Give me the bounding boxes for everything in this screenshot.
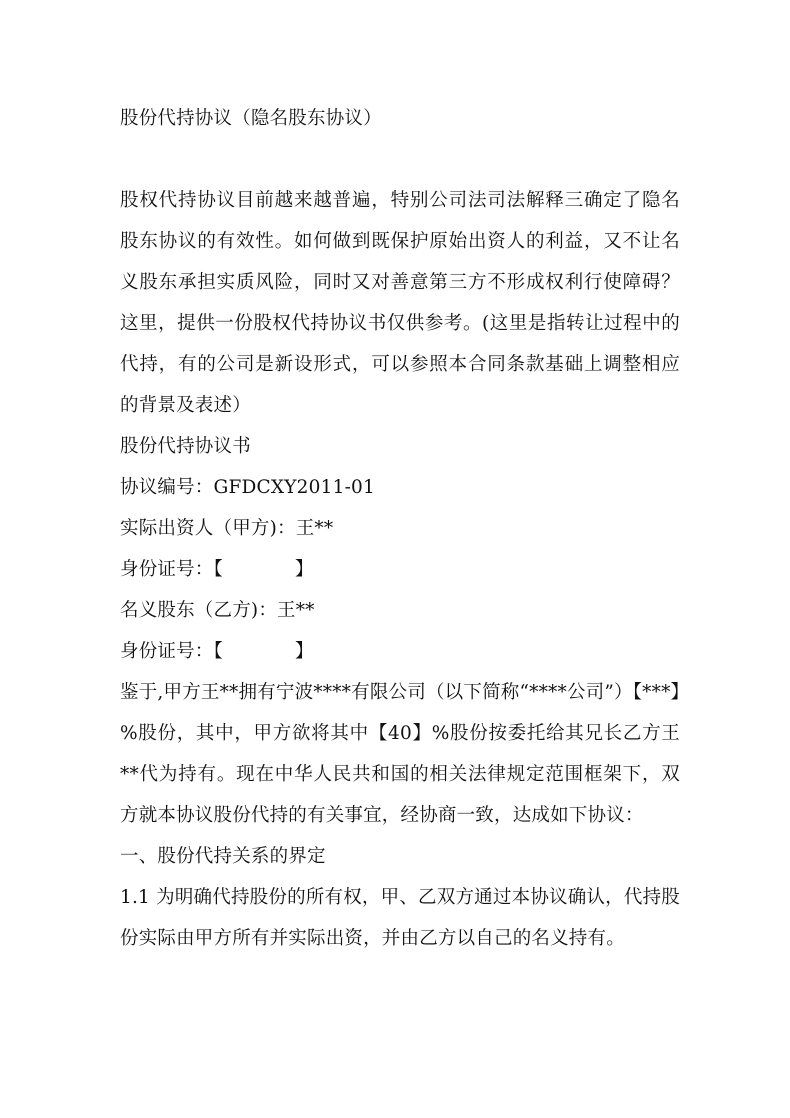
agreement-heading: 股份代持协议书 [120,436,251,457]
id-bracket-close: 】 [294,641,314,662]
party-a-line: 实际出资人（甲方)：王** [120,518,334,539]
party-a-id-line [120,549,680,590]
party-b-id-line [120,631,680,672]
id-bracket-open: 【 [213,559,223,580]
section-1-title: 一、股份代持关系的界定 [120,846,326,867]
recital-paragraph: 鉴于,甲方王**拥有宁波****有限公司（以下简称“****公司”）【***】%股份，其中，甲方欲将其中【40】%股份按委托给其兄长乙方王**代为持有。现在中华人民共和国的相关法律规定范围框架下，双方就本协议股份代持的有关事宜，经协商一致，达成如下协议： [120,682,680,826]
intro-paragraph: 股权代持协议目前越来越普遍，特别公司法司法解释三确定了隐名股东协议的有效性。如何做到既保护原始出资人的利益，又不让名义股东承担实质风险，同时又对善意第三方不形成权利行使障碍？这里，提供一份股权代持协议书仅供参考。(这里是指转让过程中的代持，有的公司是新设形式，可以参照本合同条款基础上调整相应的背景及表述） [120,190,680,416]
agreement-number: 协议编号：GFDCXY2011-01 [120,477,375,498]
party-b-id-label: 身份证号： [120,641,214,662]
party-a-id-label: 身份证号： [120,559,214,580]
party-b-line: 名义股东（乙方)：王** [120,600,315,621]
id-bracket-close: 】 [294,559,314,580]
id-bracket-open: 【 [213,641,223,662]
clause-1-1: 1.1 为明确代持股份的所有权，甲、乙双方通过本协议确认，代持股份实际由甲方所有并实际出资，并由乙方以自己的名义持有。 [120,887,680,949]
document-title: 股份代持协议（隐名股东协议） [120,108,382,129]
document-body [120,98,680,959]
